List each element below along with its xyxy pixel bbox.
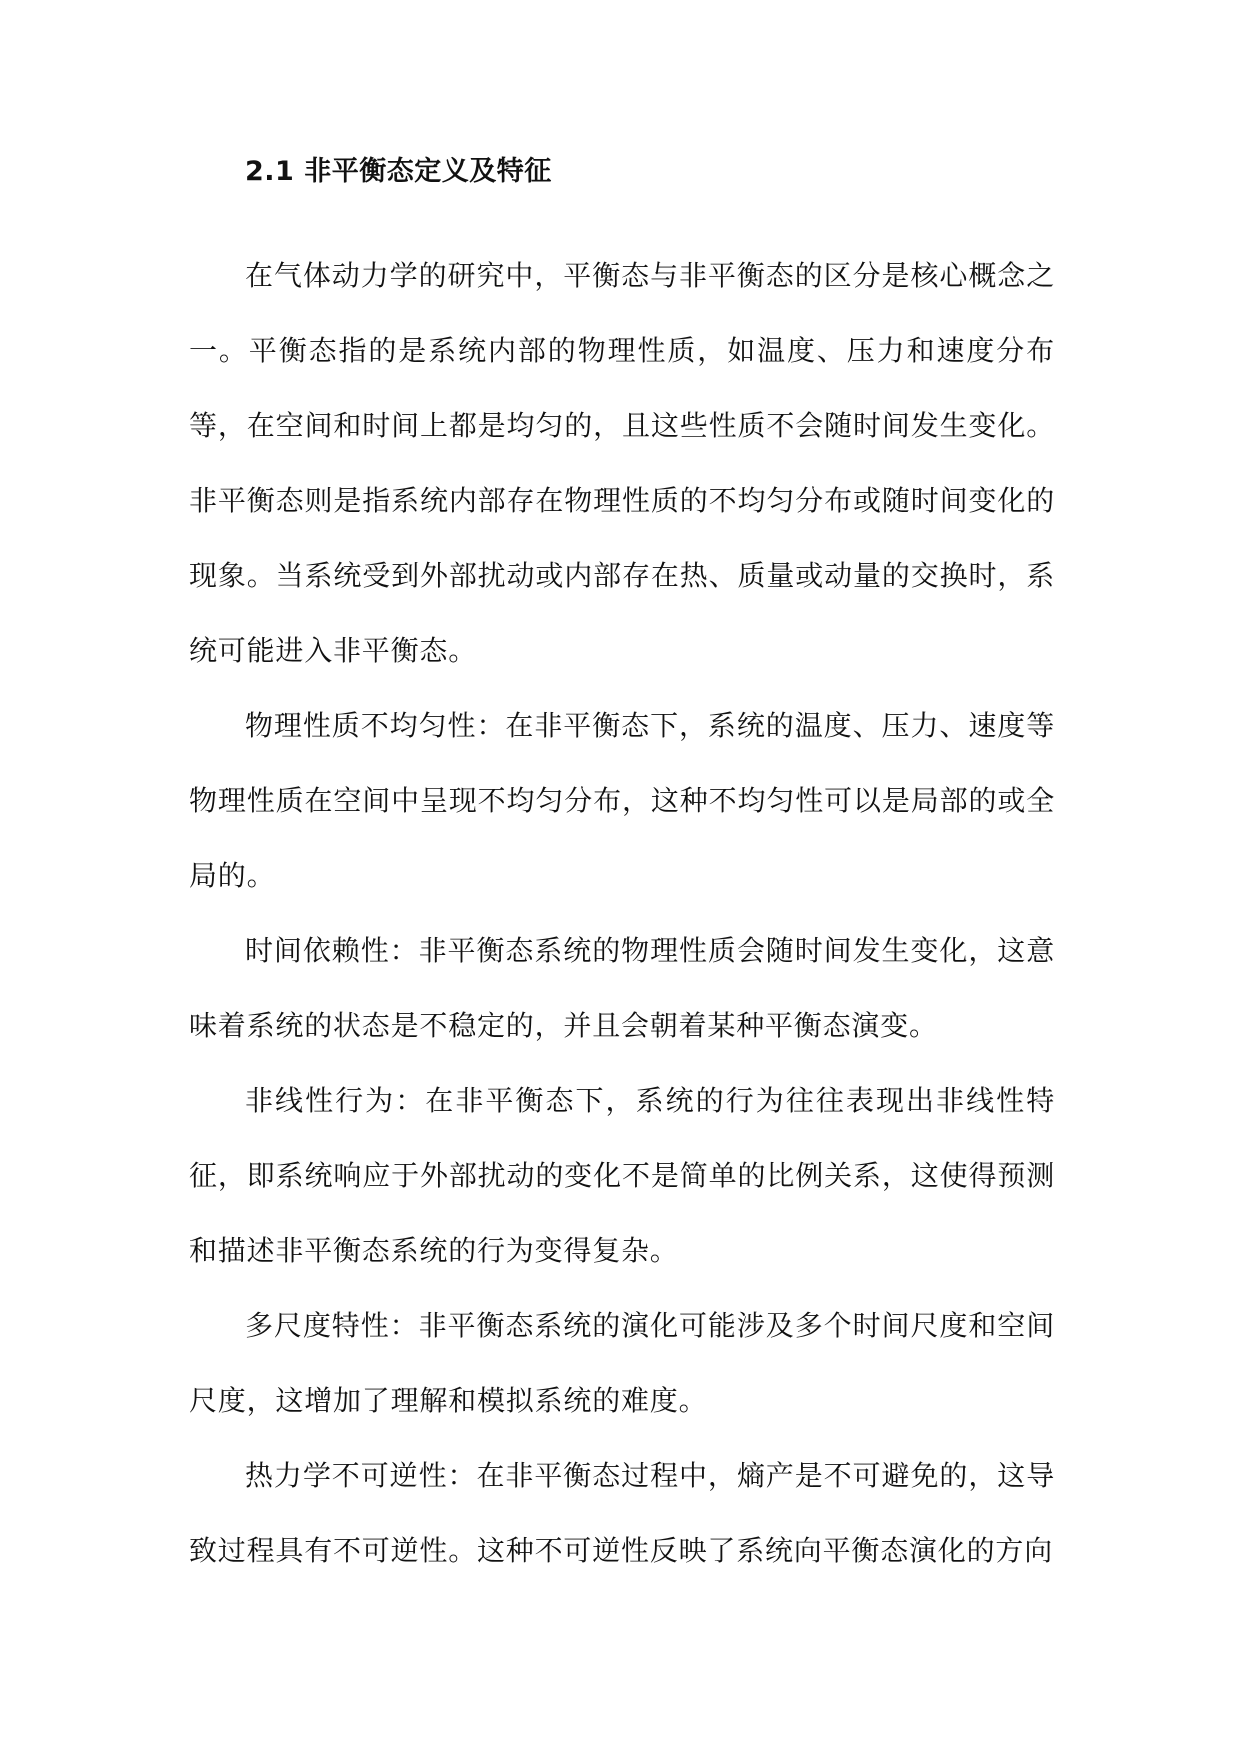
document-body	[189, 148, 1055, 1588]
paragraph-nonuniformity: 物理性质不均匀性：在非平衡态下，系统的温度、压力、速度等物理性质在空间中呈现不均匀分布，这种不均匀性可以是局部的或全局的。	[189, 709, 1055, 892]
paragraph-irreversibility: 热力学不可逆性：在非平衡态过程中，熵产是不可避免的，这导致过程具有不可逆性。这种不可逆性反映了系统向平衡态演化的方向	[189, 1459, 1055, 1567]
paragraph-multiscale: 多尺度特性：非平衡态系统的演化可能涉及多个时间尺度和空间尺度，这增加了理解和模拟系统的难度。	[189, 1309, 1055, 1417]
section-heading: 2.1 非平衡态定义及特征	[245, 156, 552, 187]
paragraph-intro: 在气体动力学的研究中，平衡态与非平衡态的区分是核心概念之一。平衡态指的是系统内部的物理性质，如温度、压力和速度分布等，在空间和时间上都是均匀的，且这些性质不会随时间发生变化。非平衡态则是指系统内部存在物理性质的不均匀分布或随时间变化的现象。当系统受到外部扰动或内部存在热、质量或动量的交换时，系统可能进入非平衡态。	[189, 259, 1055, 667]
paragraph-nonlinearity: 非线性行为：在非平衡态下，系统的行为往往表现出非线性特征，即系统响应于外部扰动的变化不是简单的比例关系，这使得预测和描述非平衡态系统的行为变得复杂。	[189, 1084, 1055, 1267]
paragraph-time-dependence: 时间依赖性：非平衡态系统的物理性质会随时间发生变化，这意味着系统的状态是不稳定的，并且会朝着某种平衡态演变。	[189, 934, 1055, 1042]
